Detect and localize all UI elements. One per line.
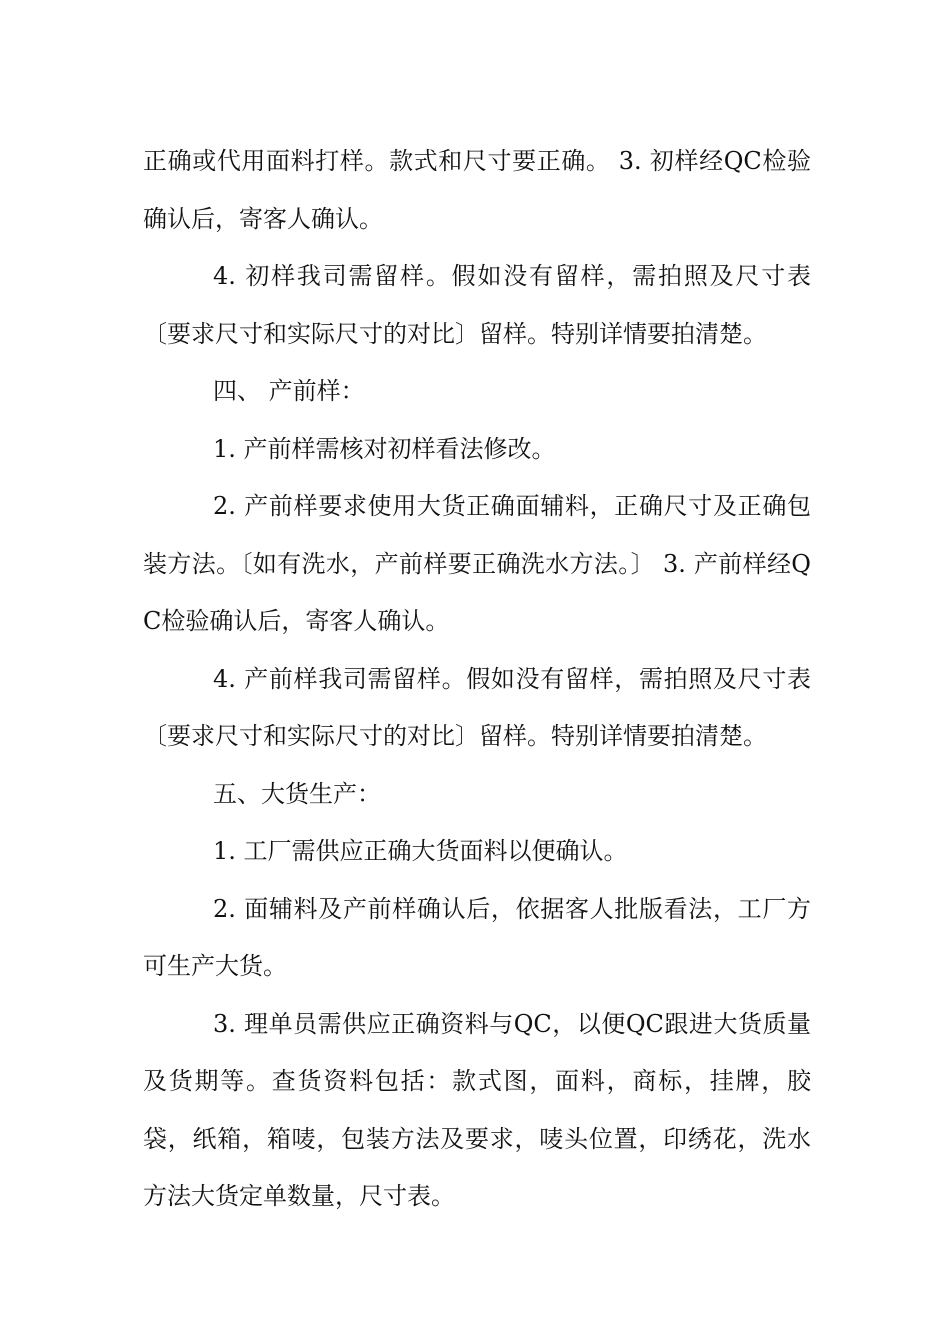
paragraph-pp-sample-item-2-3: 2. 产前样要求使用大货正确面辅料，正确尺寸及正确包装方法。〔如有洗水，产前样要正确洗水方法。〕 3. 产前样经QC检验确认后，寄客人确认。 bbox=[143, 492, 811, 635]
paragraph-bulk-item-2: 2. 面辅料及产前样确认后，依据客人批版看法，工厂方可生产大货。 bbox=[143, 894, 811, 980]
section-heading-pre-production-sample: 四、 产前样： bbox=[213, 377, 365, 405]
paragraph-pp-sample-item-4: 4. 产前样我司需留样。假如没有留样，需拍照及尺寸表〔要求尺寸和实际尺寸的对比〕留样。特别详情要拍清楚。 bbox=[143, 664, 811, 750]
paragraph-bulk-item-3: 3. 理单员需供应正确资料与QC，以便QC跟进大货质量及货期等。查货资料包括：款式图，面料，商标，挂牌，胶袋，纸箱，箱唛，包装方法及要求，唛头位置，印绣花，洗水方法大货定单数量，尺寸表。 bbox=[143, 1009, 811, 1210]
paragraph-first-sample-retention: 4. 初样我司需留样。假如没有留样，需拍照及尺寸表〔要求尺寸和实际尺寸的对比〕留样。特别详情要拍清楚。 bbox=[143, 262, 811, 348]
paragraph-bulk-item-1: 1. 工厂需供应正确大货面料以便确认。 bbox=[213, 837, 628, 865]
paragraph-pp-sample-item-1: 1. 产前样需核对初样看法修改。 bbox=[213, 434, 556, 463]
paragraph-sample-continuation: 正确或代用面料打样。款式和尺寸要正确。 3. 初样经QC检验确认后，寄客人确认。 bbox=[143, 147, 811, 233]
section-heading-bulk-production: 五、大货生产： bbox=[213, 779, 381, 808]
document-body bbox=[143, 133, 811, 1226]
